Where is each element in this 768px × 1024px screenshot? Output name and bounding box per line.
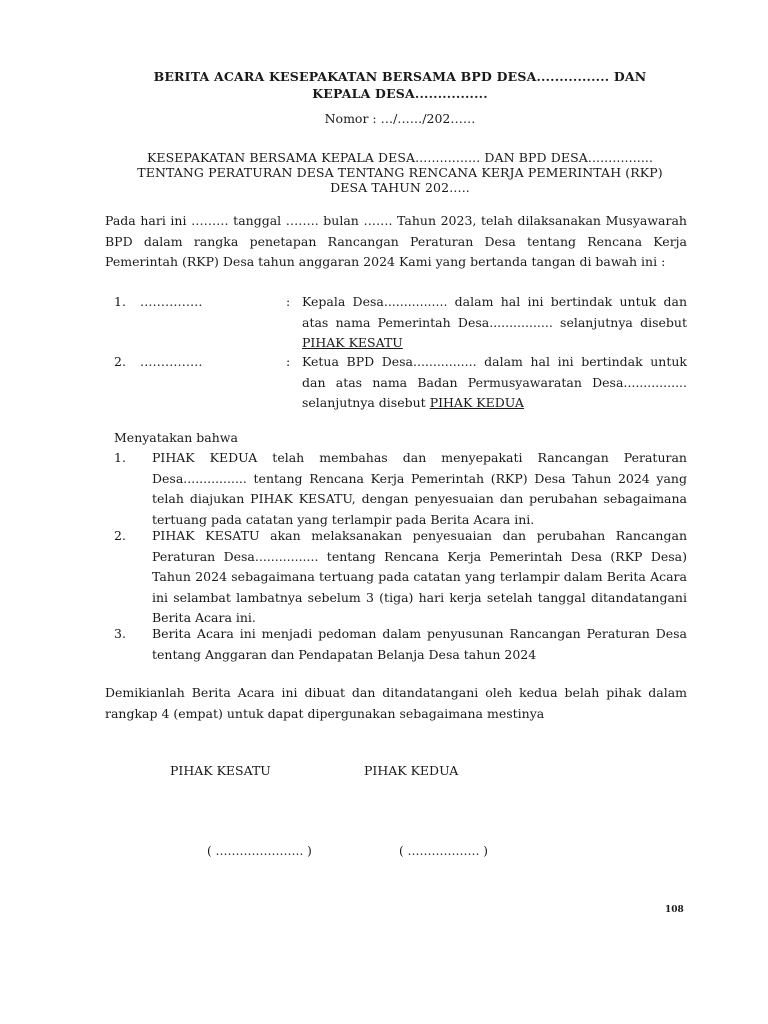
party-item [114, 292, 687, 354]
subtitle-line-3: DESA TAHUN 202….. [330, 180, 470, 195]
point-text: PIHAK KESATU akan melaksanakan penyesuaian dan perubahan Rancangan Peraturan Desa................ tentang Rencana Kerja Pemerintah Desa (RKP Desa) Tahun 2024 sebagaimana tertuang pada catatan yang terlampir dalam Berita Acara ini selambat lambatnya sebelum 3 (tiga) hari kerja setelah tanggal ditandatangani Berita Acara ini. [152, 528, 687, 625]
signature-label-second-party: PIHAK KEDUA [364, 763, 459, 778]
point-number: 1. [114, 450, 126, 465]
party-name-blank: …………… [140, 354, 203, 369]
subtitle-line-1: KESEPAKATAN BERSAMA KEPALA DESA................ DAN BPD DESA................ [146, 150, 654, 165]
party-name-blank: …………… [140, 294, 203, 309]
party-description-text: Kepala Desa................ dalam hal ini bertindak untuk dan atas nama Pemerintah Desa................ selanjutnya disebut [302, 294, 687, 330]
document-number: Nomor : …/……/202…… [324, 111, 476, 126]
party-label: PIHAK KEDUA [429, 395, 524, 410]
party-description [302, 352, 687, 414]
party-description [302, 292, 687, 354]
statement-heading: Menyatakan bahwa [114, 430, 238, 445]
point-number: 3. [114, 626, 126, 641]
party-colon: : [286, 354, 291, 369]
party-colon: : [286, 294, 291, 309]
closing-paragraph: Demikianlah Berita Acara ini dibuat dan ditandatangani oleh kedua belah pihak dalam rangkap 4 (empat) untuk dapat dipergunakan sebagaimana mestinya [105, 685, 687, 721]
subtitle-line-2: TENTANG PERATURAN DESA TENTANG RENCANA KERJA PEMERINTAH (RKP) [137, 165, 663, 180]
party-description-text: Ketua BPD Desa................ dalam hal ini bertindak untuk dan atas nama Badan Permusyawaratan Desa................ selanjutnya disebut [302, 354, 687, 410]
signature-line-second-party: ( ……………… ) [399, 844, 488, 858]
title-line-2: KEPALA DESA................ [312, 86, 488, 101]
party-item [114, 352, 687, 414]
point-text: Berita Acara ini menjadi pedoman dalam penyusunan Rancangan Peraturan Desa tentang Anggaran dan Pendapatan Belanja Desa tahun 2024 [152, 626, 687, 662]
page-number: 108 [665, 905, 684, 915]
intro-paragraph: Pada hari ini ……… tanggal …….. bulan ……. Tahun 2023, telah dilaksanakan Musyawarah BPD dalam rangka penetapan Rancangan Peraturan Desa tentang Rencana Kerja Pemerintah (RKP) Desa tahun anggaran 2024 Kami yang bertanda tangan di bawah ini : [105, 213, 687, 269]
point-number: 2. [114, 528, 126, 543]
signature-line-first-party: ( …………………. ) [207, 844, 312, 858]
point-text: PIHAK KEDUA telah membahas dan menyepakati Rancangan Peraturan Desa................ tentang Rencana Kerja Pemerintah (RKP) Desa Tahun 2024 yang telah diajukan PIHAK KESATU, dengan penyesuaian dan perubahan sebagaimana tertuang pada catatan yang terlampir pada Berita Acara ini. [152, 450, 687, 527]
title-line-1: BERITA ACARA KESEPAKATAN BERSAMA BPD DESA................ DAN [153, 69, 647, 84]
party-number: 1. [114, 294, 126, 309]
document-subtitle [100, 150, 700, 195]
party-label: PIHAK KESATU [302, 335, 403, 350]
document-title [100, 68, 700, 102]
signature-label-first-party: PIHAK KESATU [170, 763, 271, 778]
party-number: 2. [114, 354, 126, 369]
